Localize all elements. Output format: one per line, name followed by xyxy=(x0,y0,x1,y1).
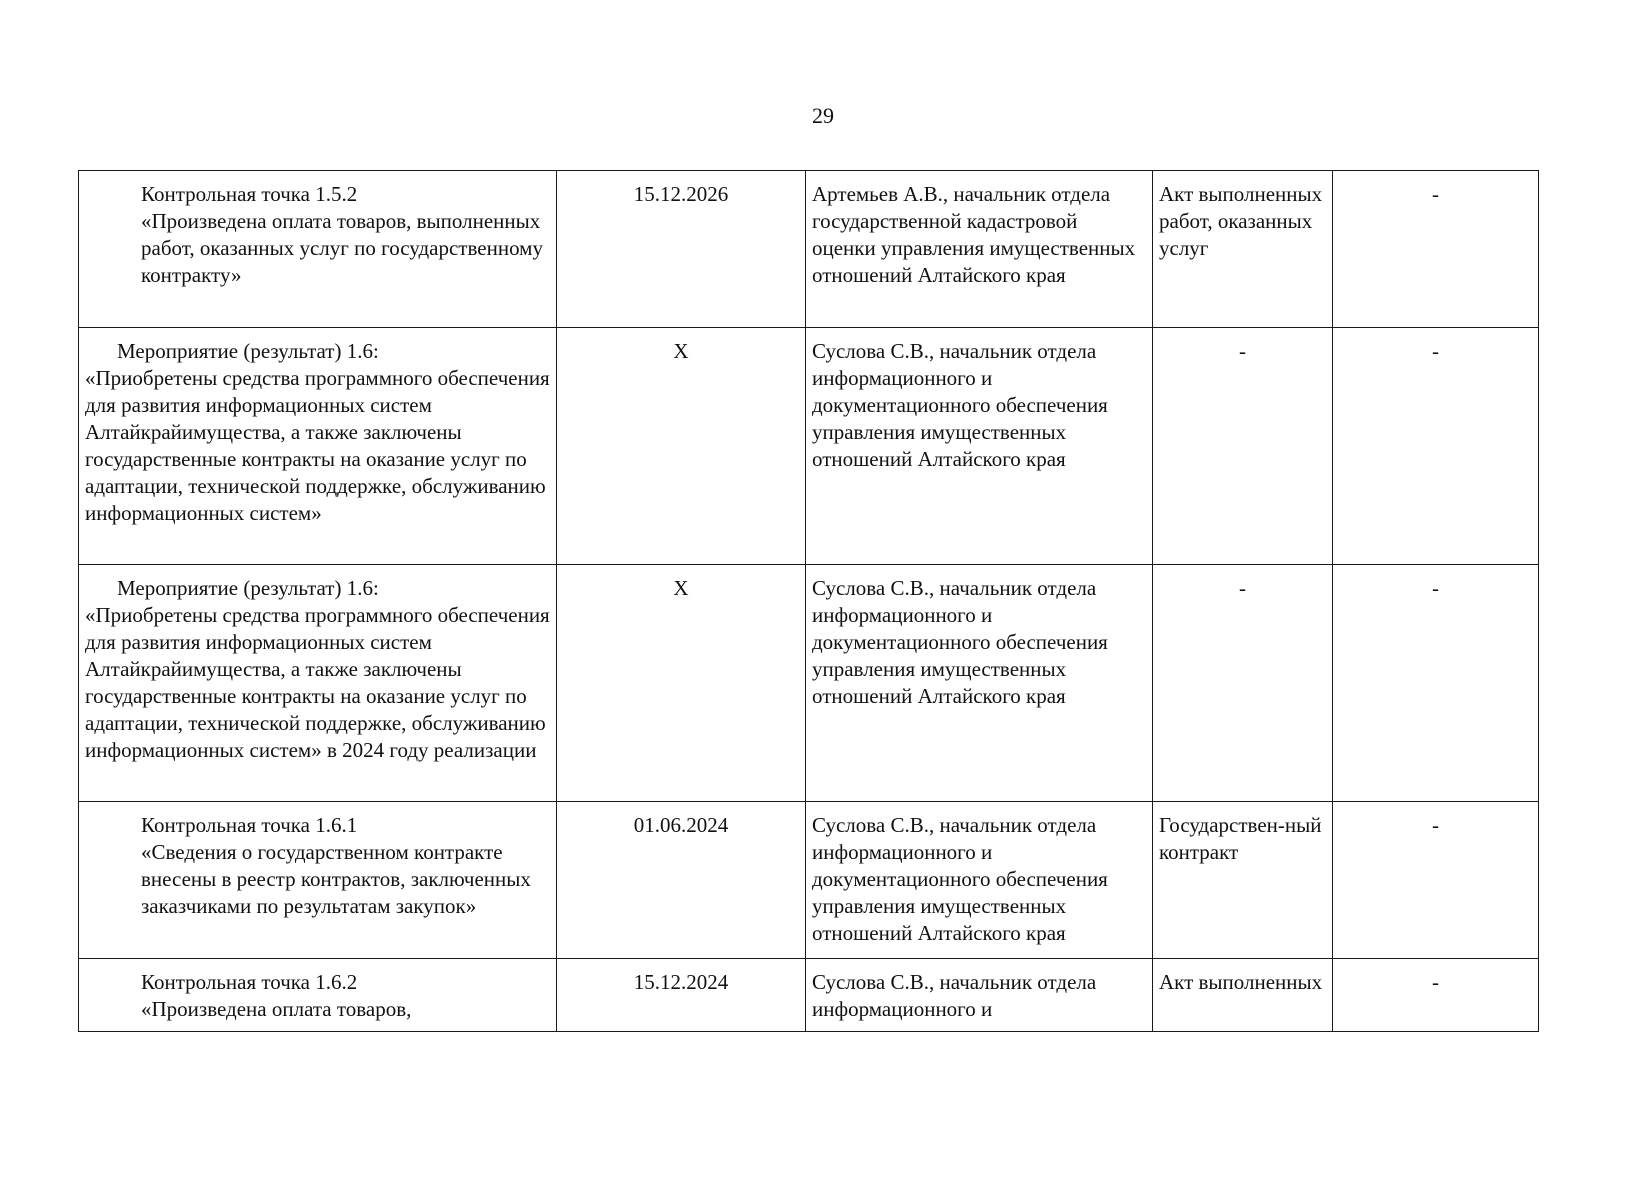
note-cell: - xyxy=(1333,171,1539,328)
table-row xyxy=(79,565,1539,802)
date-cell: 15.12.2024 xyxy=(557,959,806,1032)
event-title: Мероприятие (результат) 1.6: xyxy=(117,576,379,600)
date-cell: Х xyxy=(557,565,806,802)
responsible-cell: Суслова С.В., начальник отдела информационного и документационного обеспечения управления имущественных отношений Алтайского края xyxy=(806,328,1153,565)
table-row xyxy=(79,328,1539,565)
date-cell: 15.12.2026 xyxy=(557,171,806,328)
event-cell xyxy=(79,565,557,802)
event-cell xyxy=(79,171,557,328)
note-cell: - xyxy=(1333,959,1539,1032)
event-cell xyxy=(79,802,557,959)
table-row xyxy=(79,171,1539,328)
document-cell: Акт выполненных xyxy=(1153,959,1333,1032)
event-cell xyxy=(79,959,557,1032)
event-text: «Сведения о государственном контракте внесены в реестр контрактов, заключенных заказчиками по результатам закупок» xyxy=(141,840,531,918)
date-cell: 01.06.2024 xyxy=(557,802,806,959)
event-text: «Приобретены средства программного обеспечения для развития информационных систем Алтайкрайимущества, а также заключены государственные контракты на оказание услуг по адаптации, технической поддержке, обслуживанию информационных систем» xyxy=(85,366,550,525)
note-cell: - xyxy=(1333,565,1539,802)
responsible-cell: Суслова С.В., начальник отдела информационного и документационного обеспечения управления имущественных отношений Алтайского края xyxy=(806,565,1153,802)
event-title: Контрольная точка 1.6.1 xyxy=(141,813,358,837)
plan-table xyxy=(78,170,1539,1032)
responsible-cell: Артемьев А.В., начальник отдела государственной кадастровой оценки управления имущественных отношений Алтайского края xyxy=(806,171,1153,328)
event-title: Мероприятие (результат) 1.6: xyxy=(117,339,379,363)
event-title: Контрольная точка 1.5.2 xyxy=(141,182,358,206)
event-cell xyxy=(79,328,557,565)
table-row xyxy=(79,802,1539,959)
date-cell: Х xyxy=(557,328,806,565)
note-cell: - xyxy=(1333,802,1539,959)
event-text: «Приобретены средства программного обеспечения для развития информационных систем Алтайкрайимущества, а также заключены государственные контракты на оказание услуг по адаптации, технической поддержке, обслуживанию информационных систем» в 2024 году реализации xyxy=(85,603,550,762)
responsible-cell: Суслова С.В., начальник отдела информационного и документационного обеспечения управления имущественных отношений Алтайского края xyxy=(806,802,1153,959)
document-cell: - xyxy=(1153,328,1333,565)
document-cell: - xyxy=(1153,565,1333,802)
note-cell: - xyxy=(1333,328,1539,565)
event-text: «Произведена оплата товаров, xyxy=(141,997,412,1021)
page-number: 29 xyxy=(812,103,834,128)
event-title: Контрольная точка 1.6.2 xyxy=(141,970,358,994)
document-cell: Акт выполненных работ, оказанных услуг xyxy=(1153,171,1333,328)
table-row xyxy=(79,959,1539,1032)
document-cell: Государствен-ный контракт xyxy=(1153,802,1333,959)
event-text: «Произведена оплата товаров, выполненных работ, оказанных услуг по государственному контракту» xyxy=(141,209,543,287)
responsible-cell: Суслова С.В., начальник отдела информационного и xyxy=(806,959,1153,1032)
